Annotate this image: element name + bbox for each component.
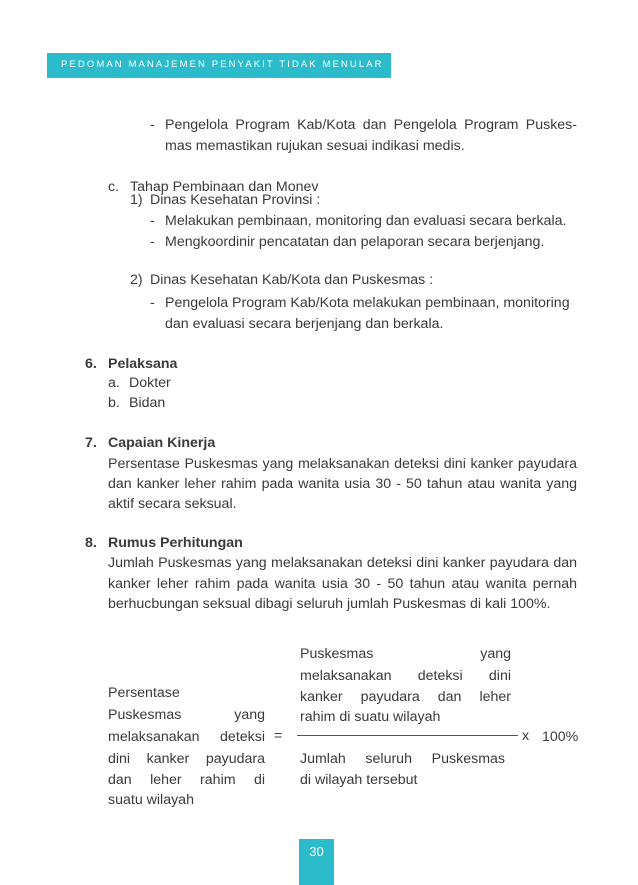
formula-left-line: Persentase bbox=[108, 685, 180, 701]
numerator-line: kanker payudara dan leher bbox=[300, 689, 511, 705]
list-item: Dokter bbox=[129, 375, 171, 391]
bullet-text: dan evaluasi secara berjenjang dan berkala. bbox=[165, 316, 444, 332]
numerator-line: melaksanakan deteksi dini bbox=[300, 668, 511, 684]
section-title: Pelaksana bbox=[108, 356, 178, 372]
equals-sign: = bbox=[274, 728, 283, 744]
multiply-sign: x bbox=[522, 728, 530, 744]
section-number: 7. bbox=[85, 435, 97, 451]
paragraph-line: Jumlah Puskesmas yang melaksanakan deteksi dini kanker payudara dan bbox=[108, 555, 577, 571]
list-marker: c. bbox=[108, 179, 120, 195]
list-marker: a. bbox=[108, 375, 120, 391]
section-number: 8. bbox=[85, 535, 97, 551]
formula-left-line: melaksanakan deteksi bbox=[108, 729, 265, 745]
numerator-line: rahim di suatu wilayah bbox=[300, 709, 441, 725]
paragraph-line: aktif secara seksual. bbox=[108, 496, 237, 512]
denominator-line: Jumlah seluruh Puskesmas bbox=[300, 751, 505, 767]
list-marker: 1) bbox=[130, 192, 143, 208]
percent-value: 100% bbox=[542, 729, 579, 745]
bullet-text: Pengelola Program Kab/Kota melakukan pembinaan, monitoring bbox=[165, 295, 570, 311]
paragraph-line: kanker leher rahim pada wanita usia 30 - 50 tahun atau wanita pernah bbox=[108, 576, 577, 592]
page-number-badge bbox=[299, 839, 334, 885]
paragraph-line: berhucbungan seksual dibagi seluruh jumlah Puskesmas di kali 100%. bbox=[108, 596, 551, 612]
formula-left-line: dini kanker payudara bbox=[108, 751, 265, 767]
page-number: 30 bbox=[309, 844, 324, 859]
fraction-line bbox=[297, 735, 518, 736]
paragraph-line: Pengelola Program Kab/Kota dan Pengelola Program Puskes- bbox=[165, 117, 577, 133]
bullet-dash: - bbox=[150, 234, 155, 250]
paragraph-line: dan kanker leher rahim pada wanita usia 30 - 50 tahun atau wanita yang bbox=[108, 476, 577, 492]
formula-left-line: suatu wilayah bbox=[108, 792, 194, 808]
list-marker: 2) bbox=[130, 272, 143, 288]
denominator-line: di wilayah tersebut bbox=[300, 772, 418, 788]
paragraph-line: mas memastikan rujukan sesuai indikasi medis. bbox=[165, 138, 465, 154]
formula-left-line: dan leher rahim di bbox=[108, 772, 265, 788]
numerator-line: Puskesmas yang bbox=[300, 646, 511, 662]
formula-left-line: Puskesmas yang bbox=[108, 707, 265, 723]
list-item-title: Dinas Kesehatan Kab/Kota dan Puskesmas : bbox=[150, 272, 434, 288]
section-title: Rumus Perhitungan bbox=[108, 535, 243, 551]
paragraph-line: Persentase Puskesmas yang melaksanakan deteksi dini kanker payudara bbox=[108, 456, 577, 472]
bullet-dash: - bbox=[150, 213, 155, 229]
header-bar bbox=[47, 53, 391, 78]
section-title: Capaian Kinerja bbox=[108, 435, 216, 451]
header-title: PEDOMAN MANAJEMEN PENYAKIT TIDAK MENULAR bbox=[61, 59, 384, 70]
list-marker: b. bbox=[108, 395, 120, 411]
list-item-title: Tahap Pembinaan dan Monev bbox=[130, 179, 319, 195]
bullet-dash: - bbox=[150, 117, 155, 133]
bullet-text: Mengkoordinir pencatatan dan pelaporan secara berjenjang. bbox=[165, 234, 545, 250]
bullet-text: Melakukan pembinaan, monitoring dan evaluasi secara berkala. bbox=[165, 213, 567, 229]
list-item-title: Dinas Kesehatan Provinsi : bbox=[150, 192, 321, 208]
bullet-dash: - bbox=[150, 295, 155, 311]
list-item: Bidan bbox=[129, 395, 166, 411]
section-number: 6. bbox=[85, 356, 97, 372]
